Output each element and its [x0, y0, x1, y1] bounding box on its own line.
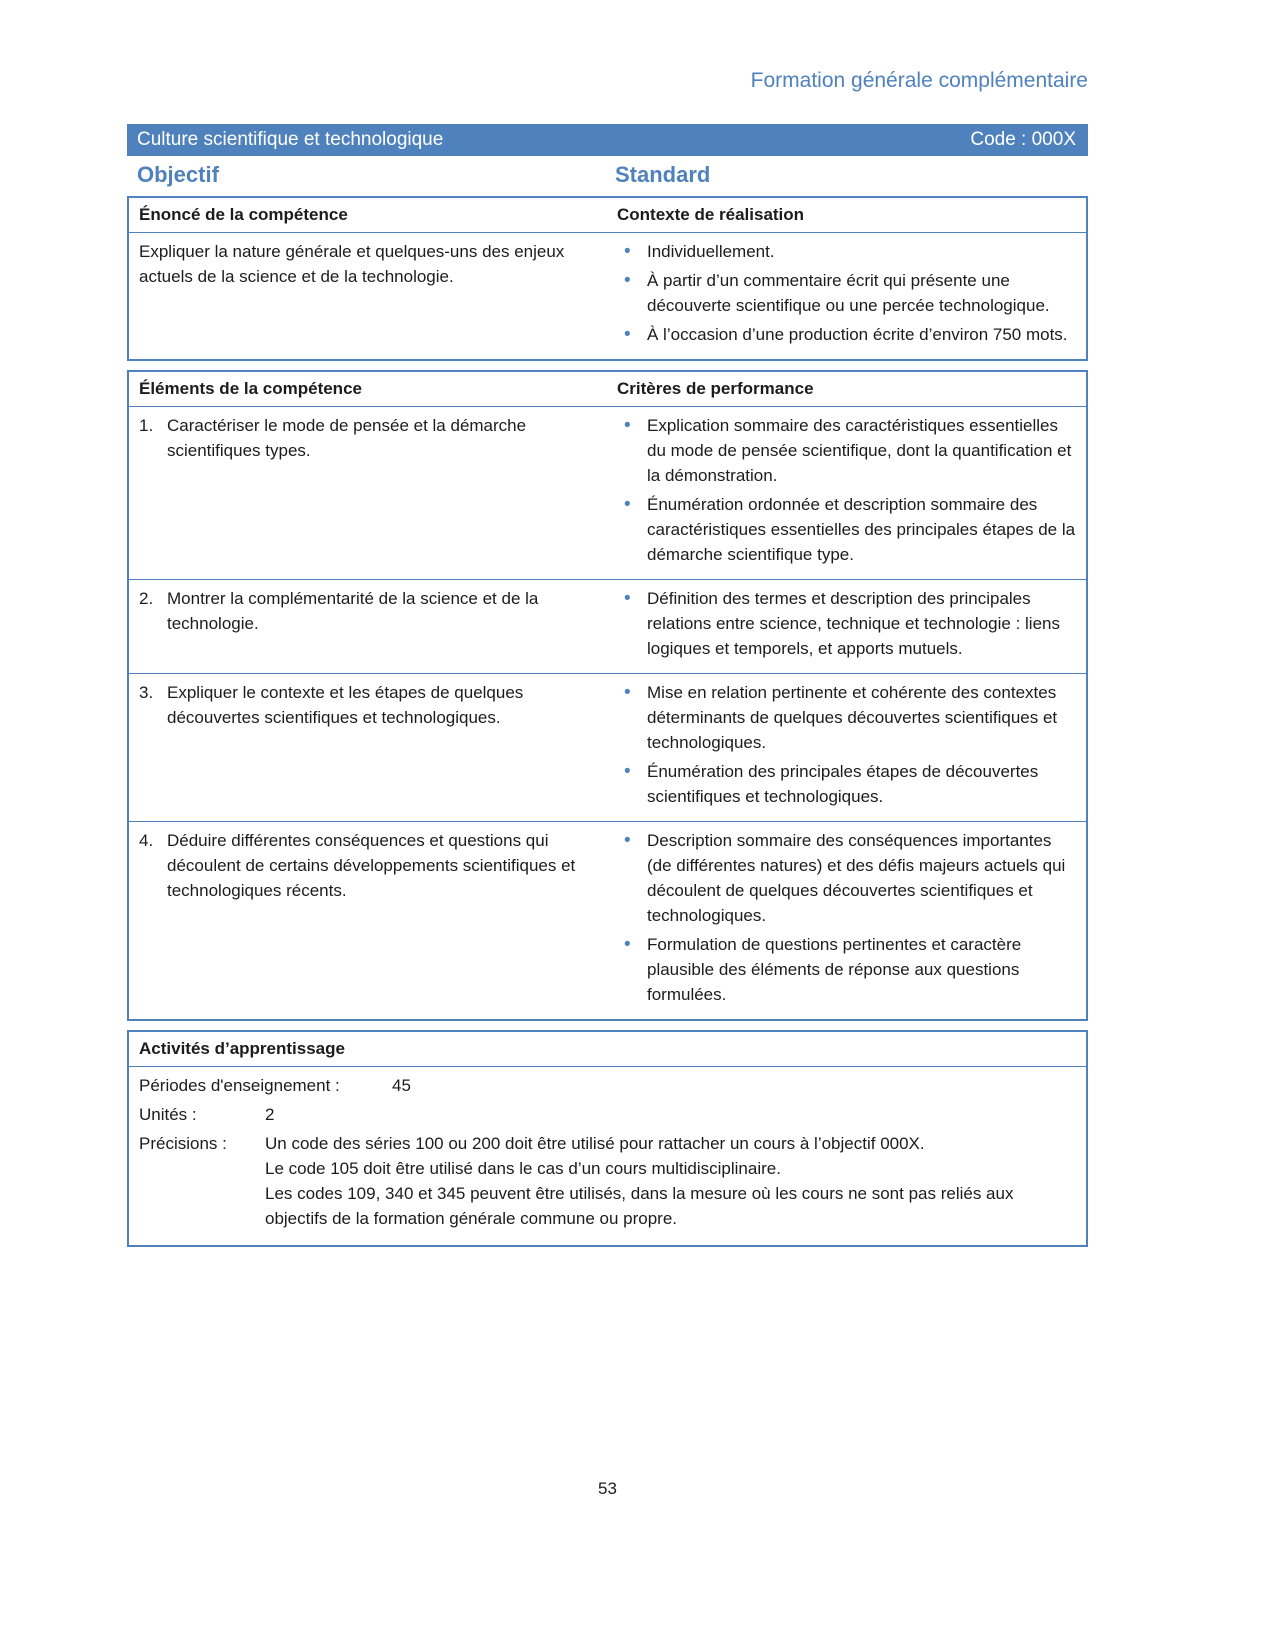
- activities-table: [127, 1030, 1088, 1247]
- contexte-bullet: • Individuellement.: [617, 239, 1078, 264]
- criteria-cell: [617, 828, 1086, 1007]
- criteria-bullet-list: [617, 828, 1078, 1007]
- column-headings: [127, 156, 1088, 196]
- enonce-competence-header: Énoncé de la compétence: [139, 205, 348, 224]
- units-value: 2: [265, 1105, 275, 1124]
- elements-competence-header: Éléments de la compétence: [139, 379, 362, 398]
- units-row: [139, 1100, 1076, 1129]
- criteria-bullet: • Mise en relation pertinente et cohérente des contextes déterminants de quelques découvertes scientifiques et technologiques.: [617, 680, 1078, 755]
- element-row-3: [129, 674, 1086, 822]
- criteria-bullet: • Énumération des principales étapes de découvertes scientifiques et technologiques.: [617, 759, 1078, 809]
- criteria-cell: [617, 680, 1086, 809]
- criteres-performance-header: Critères de performance: [617, 379, 814, 398]
- element-number: 3.: [139, 683, 154, 702]
- element-cell: [129, 680, 617, 809]
- contexte-cell: [617, 239, 1086, 347]
- criteria-cell: [617, 413, 1086, 567]
- contexte-bullet: • À l’occasion d’une production écrite d’environ 750 mots.: [617, 322, 1078, 347]
- criteria-bullet: • Définition des termes et description des principales relations entre science, technique et technologie : liens logiques et temporels, et apports mutuels.: [617, 586, 1078, 661]
- element-numbered-item: [139, 413, 603, 463]
- element-text: Expliquer le contexte et les étapes de quelques découvertes scientifiques et technologiques.: [167, 683, 524, 727]
- element-numbered-item: [139, 680, 603, 730]
- element-text: Déduire différentes conséquences et questions qui découlent de certains développements scientifiques et technologiques récents.: [167, 831, 576, 900]
- element-number: 4.: [139, 831, 154, 850]
- element-row-1: [129, 407, 1086, 580]
- title-bar: [127, 124, 1088, 156]
- element-numbered-item: [139, 586, 603, 636]
- periods-label: Périodes d'enseignement :: [139, 1076, 340, 1095]
- objectif-heading: Objectif: [137, 162, 219, 187]
- periods-row: [139, 1071, 1076, 1100]
- elements-table-header: [129, 372, 1086, 407]
- precisions-line: Le code 105 doit être utilisé dans le cas d’un cours multidisciplinaire.: [265, 1159, 781, 1178]
- competence-table: [127, 196, 1088, 361]
- element-row-2: [129, 580, 1086, 674]
- element-cell: [129, 828, 617, 1007]
- precisions-label: Précisions :: [139, 1134, 227, 1153]
- element-number: 1.: [139, 416, 154, 435]
- criteria-bullet-list: [617, 680, 1078, 809]
- element-number: 2.: [139, 589, 154, 608]
- contexte-bullet-list: [617, 239, 1078, 347]
- page-number: 53: [598, 1479, 617, 1498]
- criteria-bullet: • Explication sommaire des caractéristiques essentielles du mode de pensée scientifique, dont la quantification et la démonstration.: [617, 413, 1078, 488]
- element-cell: [129, 586, 617, 661]
- criteria-bullet-list: [617, 586, 1078, 661]
- running-header: Formation générale complémentaire: [750, 69, 1088, 92]
- content-area: [127, 124, 1088, 1256]
- element-text: Caractériser le mode de pensée et la démarche scientifiques types.: [167, 416, 527, 460]
- competence-statement: Expliquer la nature générale et quelques-uns des enjeux actuels de la science et de la technologie.: [139, 242, 565, 286]
- criteria-bullet: • Description sommaire des conséquences importantes (de différentes natures) et des défis majeurs actuels qui découlent de quelques découvertes scientifiques et technologiques.: [617, 828, 1078, 928]
- course-code: Code : 000X: [970, 129, 1076, 150]
- precisions-line: Un code des séries 100 ou 200 doit être utilisé pour rattacher un cours à l’objectif 000X.: [265, 1134, 925, 1153]
- precisions-text: [265, 1131, 1076, 1231]
- element-cell: [129, 413, 617, 567]
- precisions-row: [139, 1129, 1076, 1233]
- precisions-line: Les codes 109, 340 et 345 peuvent être utilisés, dans la mesure où les cours ne sont pas reliés aux objectifs de la formation générale commune ou propre.: [265, 1184, 1014, 1228]
- element-text: Montrer la complémentarité de la science et de la technologie.: [167, 589, 539, 633]
- units-label: Unités :: [139, 1105, 197, 1124]
- activities-body: [129, 1067, 1086, 1245]
- element-numbered-item: [139, 828, 603, 903]
- contexte-realisation-header: Contexte de réalisation: [617, 205, 805, 224]
- contexte-bullet: • À partir d’un commentaire écrit qui présente une découverte scientifique ou une percée technologique.: [617, 268, 1078, 318]
- course-category-title: Culture scientifique et technologique: [137, 129, 444, 150]
- standard-heading: Standard: [615, 162, 711, 187]
- activities-header: Activités d’apprentissage: [129, 1032, 1086, 1067]
- element-row-4: [129, 822, 1086, 1019]
- criteria-bullet: • Formulation de questions pertinentes et caractère plausible des éléments de réponse aux questions formulées.: [617, 932, 1078, 1007]
- competence-table-body: [129, 233, 1086, 359]
- elements-table: [127, 370, 1088, 1021]
- criteria-bullet: • Énumération ordonnée et description sommaire des caractéristiques essentielles des principales étapes de la démarche scientifique type.: [617, 492, 1078, 567]
- periods-value: 45: [392, 1076, 411, 1095]
- criteria-bullet-list: [617, 413, 1078, 567]
- competence-table-header: [129, 198, 1086, 233]
- criteria-cell: [617, 586, 1086, 661]
